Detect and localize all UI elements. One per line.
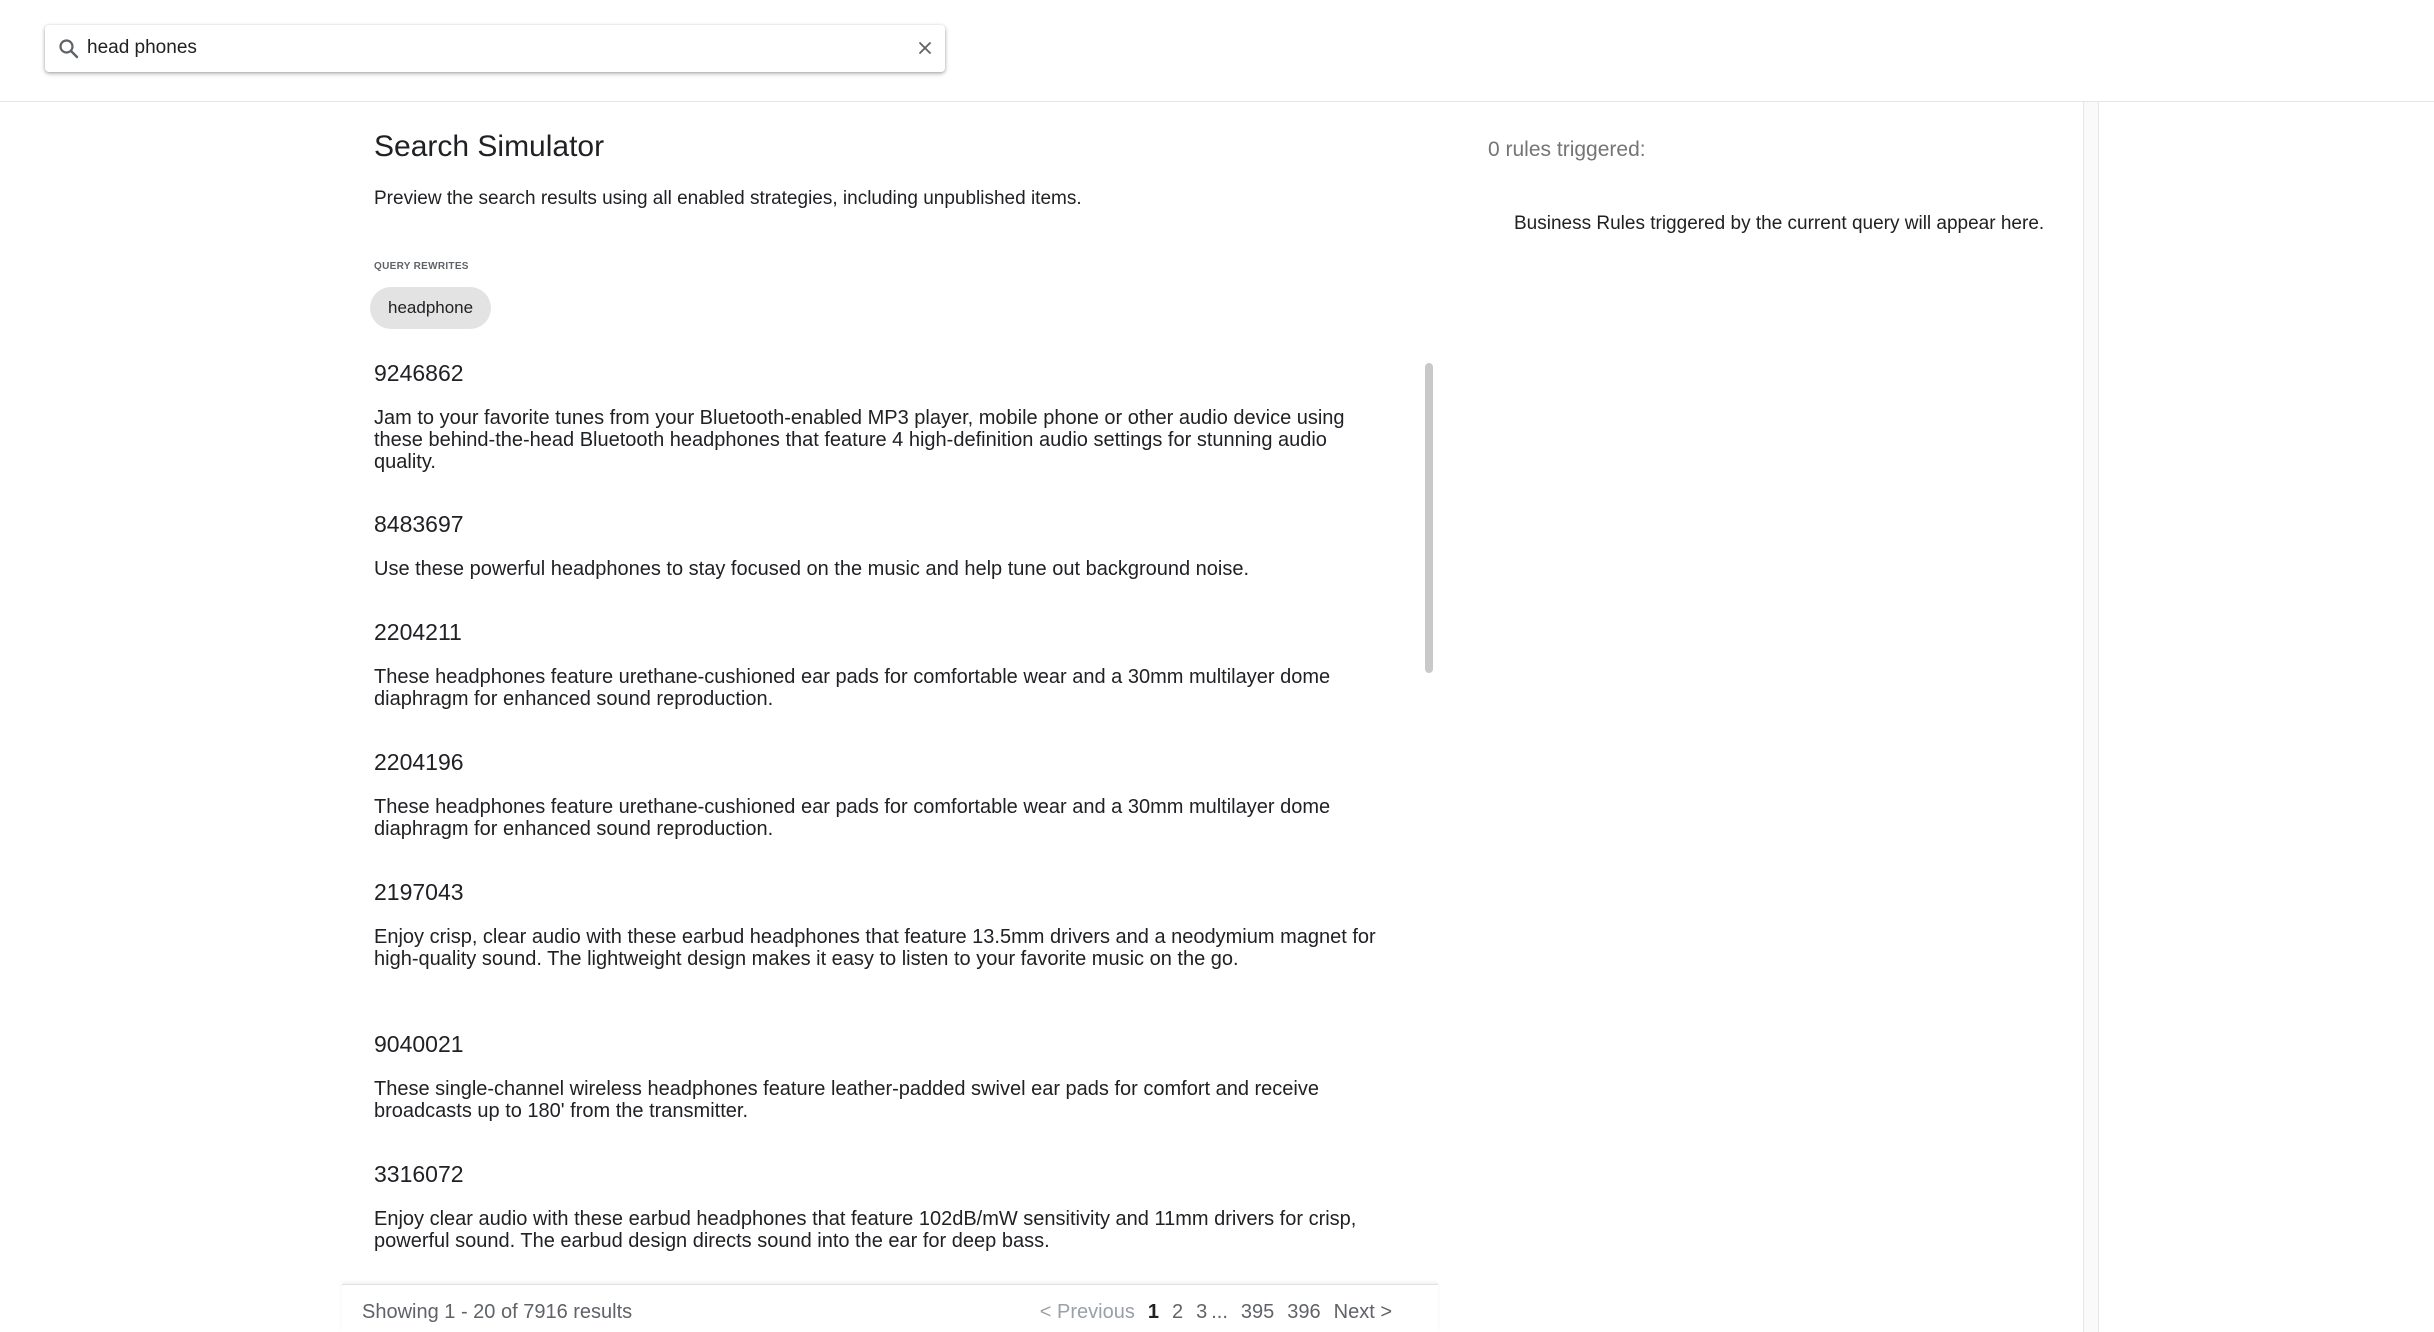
- result-description: These headphones feature urethane-cushioned ear pads for comfortable wear and a 30mm multilayer dome diaphragm for enhanced sound reproduction.: [374, 666, 1331, 710]
- result-id: 2204211: [374, 619, 462, 645]
- pagination-ellipsis: ...: [1211, 1301, 1228, 1323]
- result-description: These single-channel wireless headphones feature leather-padded swivel ear pads for comfort and receive broadcasts up to 180' from the transmitter.: [374, 1078, 1319, 1122]
- page-1-button[interactable]: 1: [1147, 1301, 1159, 1323]
- results-list[interactable]: [342, 360, 1438, 1284]
- rules-empty-hint: Business Rules triggered by the current query will appear here.: [1514, 213, 2045, 234]
- page-395-button[interactable]: 395: [1240, 1301, 1275, 1323]
- next-page-button[interactable]: Next >: [1333, 1301, 1392, 1323]
- rules-triggered-count: 0 rules triggered:: [1488, 138, 1646, 161]
- panel-divider: [2083, 102, 2099, 1332]
- page-3-button[interactable]: 3: [1196, 1301, 1208, 1323]
- result-description: Enjoy clear audio with these earbud headphones that feature 102dB/mW sensitivity and 11mm drivers for crisp, powerful sound. The earbud design directs sound into the ear for deep bass.: [374, 1208, 1357, 1252]
- search-icon: [57, 37, 81, 61]
- page-396-button[interactable]: 396: [1287, 1301, 1321, 1323]
- page-title: Search Simulator: [374, 130, 605, 163]
- result-description: These headphones feature urethane-cushioned ear pads for comfortable wear and a 30mm multilayer dome diaphragm for enhanced sound reproduction.: [374, 796, 1331, 840]
- scrollbar-thumb[interactable]: [1425, 363, 1433, 673]
- list-item[interactable]: [374, 619, 1384, 710]
- search-box: [45, 25, 945, 72]
- result-description: Enjoy crisp, clear audio with these earbud headphones that feature 13.5mm drivers and a neodymium magnet for high-quality sound. The lightweight design makes it easy to listen to your favorite music on the go.: [374, 926, 1376, 970]
- result-id: 9246862: [374, 360, 464, 386]
- result-id: 2197043: [374, 879, 464, 905]
- page-2-button[interactable]: 2: [1171, 1301, 1184, 1323]
- search-input[interactable]: [87, 33, 887, 63]
- pagination: [1027, 1301, 1392, 1324]
- results-count: Showing 1 - 20 of 7916 results: [362, 1301, 633, 1323]
- previous-page-button[interactable]: < Previous: [1039, 1301, 1135, 1323]
- page-subtitle: Preview the search results using all enabled strategies, including unpublished items.: [374, 188, 1082, 209]
- result-description: Use these powerful headphones to stay focused on the music and help tune out background noise.: [374, 558, 1250, 580]
- result-id: 3316072: [374, 1161, 464, 1187]
- close-icon[interactable]: [913, 36, 937, 60]
- list-item[interactable]: [374, 749, 1384, 840]
- result-id: 9040021: [374, 1031, 464, 1057]
- result-id: 2204196: [374, 749, 464, 775]
- results-scrollbar[interactable]: [1422, 360, 1436, 1284]
- result-id: 8483697: [374, 511, 464, 537]
- top-bar: [0, 0, 2434, 102]
- list-item[interactable]: [374, 360, 1384, 473]
- results-footer: [342, 1284, 1438, 1332]
- list-item[interactable]: [374, 1031, 1384, 1122]
- query-rewrite-chip[interactable]: headphone: [370, 287, 491, 329]
- list-item[interactable]: [374, 879, 1384, 970]
- list-item[interactable]: [374, 511, 1384, 580]
- list-item[interactable]: [374, 1161, 1384, 1252]
- result-description: Jam to your favorite tunes from your Bluetooth-enabled MP3 player, mobile phone or other audio device using these behind-the-head Bluetooth headphones that feature 4 high-definition audio settings for stunning audio quality.: [374, 407, 1345, 473]
- query-rewrites-label: QUERY REWRITES: [374, 261, 469, 272]
